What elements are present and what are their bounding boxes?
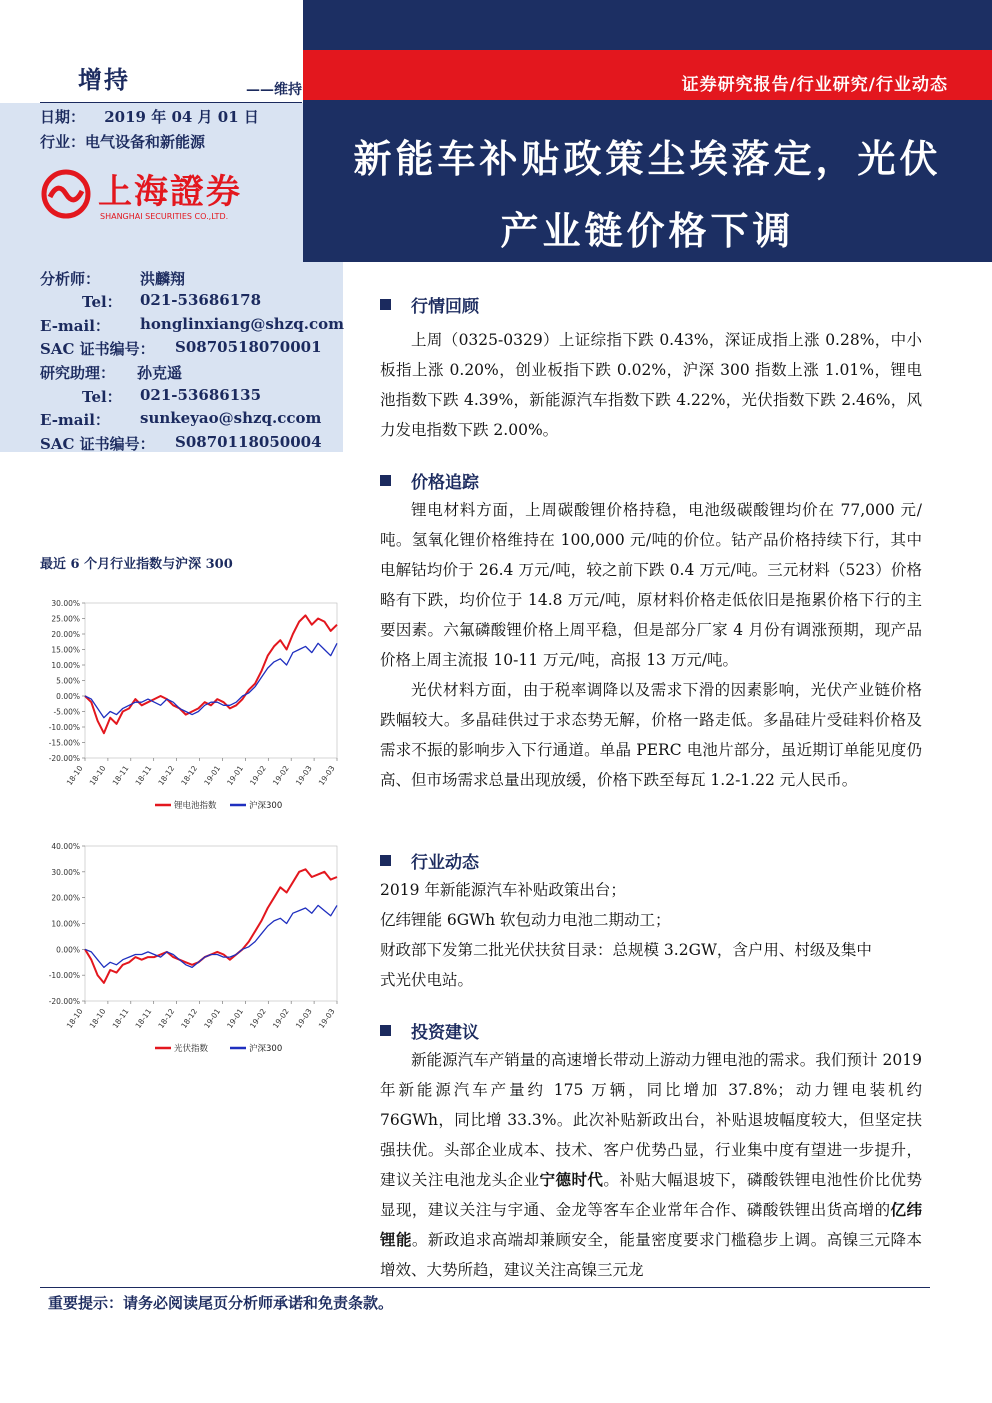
- news-item: 财政部下发第二批光伏扶贫目录：总规模 3.2GW，含户用、村级及集中: [380, 941, 872, 959]
- analyst-field-label: SAC 证书编号：: [40, 435, 155, 453]
- analyst-field-label: Tel：: [82, 388, 122, 406]
- analyst-field-label: 研究助理：: [40, 364, 116, 382]
- x-tick-label: 18-12: [156, 1006, 177, 1031]
- report-category: 证券研究报告/行业研究/行业动态: [681, 75, 948, 95]
- stock-highlight-eve: 亿纬锂能: [380, 1200, 922, 1249]
- plot-area: [85, 846, 337, 1001]
- analyst-field-label: Tel：: [82, 293, 122, 311]
- x-tick-label: 18-10: [64, 763, 85, 788]
- industry-value: 电气设备和新能源: [85, 133, 206, 151]
- x-tick-label: 19-02: [270, 763, 291, 788]
- y-tick-label: 20.00%: [51, 893, 80, 903]
- x-tick-label: 18-12: [156, 763, 177, 788]
- y-tick-label: -20.00%: [48, 754, 80, 763]
- x-tick-label: 19-01: [202, 763, 223, 788]
- y-tick-label: 30.00%: [51, 867, 80, 877]
- y-tick-label: 25.00%: [51, 614, 80, 624]
- section-bullet-icon: [380, 299, 391, 310]
- report-title-line1: 新能车补贴政策尘埃落定，光伏: [353, 136, 942, 181]
- analyst-field-label: E-mail：: [40, 411, 110, 429]
- plot-area: [85, 603, 337, 758]
- x-tick-label: 19-03: [293, 763, 314, 788]
- section-bullet-icon: [380, 475, 391, 486]
- news-item: 2019 年新能源汽车补贴政策出台；: [380, 881, 626, 899]
- series-line-1: [85, 643, 337, 717]
- industry-news-list: [380, 875, 922, 995]
- date-label: 日期：: [40, 108, 86, 126]
- legend-label: 锂电池指数: [174, 801, 217, 811]
- section-title: 行情回顾: [411, 297, 479, 317]
- analyst-field-value: 孙克遥: [137, 364, 183, 382]
- analyst-field-value: S0870118050004: [175, 433, 322, 451]
- analyst-field-value[interactable]: honglinxiang@shzq.com: [140, 315, 344, 333]
- stock-highlight-catl: 宁德时代: [539, 1170, 604, 1189]
- shanghai-securities-logo: [40, 167, 272, 229]
- chart-pv-vs-hs300: [30, 838, 345, 1063]
- analyst-field-label: E-mail：: [40, 317, 110, 335]
- logo-cn-text: 上海證券: [98, 172, 242, 212]
- chart-lithium-vs-hs300: [30, 595, 345, 820]
- x-tick-label: 18-10: [87, 1006, 108, 1031]
- section-price-tracking: [380, 468, 479, 493]
- x-tick-label: 18-11: [110, 1006, 131, 1031]
- series-line-1: [85, 905, 337, 967]
- x-tick-label: 18-10: [64, 1006, 85, 1031]
- x-tick-label: 19-02: [248, 1006, 268, 1031]
- y-tick-label: -10.00%: [48, 971, 80, 981]
- x-tick-label: 19-02: [270, 1006, 291, 1031]
- section-title: 行业动态: [411, 853, 479, 873]
- date-value: 2019 年 04 月 01 日: [104, 108, 259, 126]
- y-tick-label: 0.00%: [56, 945, 80, 955]
- section-market-review: [380, 292, 479, 317]
- y-tick-label: 30.00%: [51, 599, 80, 608]
- y-tick-label: 5.00%: [56, 676, 80, 686]
- y-tick-label: 40.00%: [51, 842, 80, 851]
- news-item: 亿纬锂能 6GWh 软包动力电池二期动工；: [380, 911, 671, 929]
- legend-label: 光伏指数: [174, 1044, 209, 1054]
- y-tick-label: 10.00%: [51, 661, 80, 670]
- analyst-field-value: S0870518070001: [175, 338, 322, 356]
- legend-label: 沪深300: [249, 1044, 283, 1054]
- market-review-text: 上周（0325-0329）上证综指下跌 0.43%，深证成指上涨 0.28%，中小板指上涨 0.20%，创业板指下跌 0.02%，沪深 300 指数上涨 1.01%，锂电池指数下跌 4.39%，新能源汽车指数下跌 4.22%，光伏指数下跌 2.46%，风力发电指数下跌 2.00%。: [380, 331, 922, 439]
- x-tick-label: 19-02: [248, 763, 268, 788]
- section-industry-news: [380, 848, 479, 873]
- advice-part: 。补贴大幅退坡下，磷酸铁锂电池性价比优势显现，建议关注与宇通、金龙等客车企业常年合作、磷酸铁锂出货高增的: [380, 1171, 922, 1219]
- series-line-0: [85, 615, 337, 733]
- x-tick-label: 19-01: [225, 763, 246, 788]
- x-tick-label: 18-10: [87, 763, 108, 788]
- report-date: [40, 106, 259, 127]
- analyst-field-label: 分析师：: [40, 270, 101, 288]
- x-tick-label: 18-12: [179, 763, 200, 788]
- price-pv-text: 光伏材料方面，由于税率调降以及需求下滑的因素影响，光伏产业链价格跌幅较大。多晶硅供过于求态势无解，价格一路走低。多晶硅片受硅料价格及需求不振的影响步入下行通道。单晶 PERC 电池片部分，虽近期订单能见度仍高、但市场需求总量出现放缓，价格下跌至每瓦 1.2-1.22 元人民币。: [380, 681, 922, 789]
- advice-part: 。新政追求高端却兼顾安全，能量密度要求门槛稳步上调。高镍三元降本增效、大势所趋，建议关注高镍三元龙: [380, 1231, 922, 1279]
- x-tick-label: 19-01: [202, 1006, 223, 1031]
- series-line-0: [85, 869, 337, 983]
- x-tick-label: 18-12: [179, 1006, 200, 1031]
- analyst-field-value: 021-53686135: [140, 386, 262, 404]
- report-title-line2: 产业链价格下调: [500, 208, 795, 253]
- logo-en-text: SHANGHAI SECURITIES CO.,LTD.: [100, 212, 229, 221]
- analyst-field-value[interactable]: sunkeyao@shzq.ccom: [140, 409, 322, 427]
- x-tick-label: 19-03: [316, 1006, 337, 1031]
- x-tick-label: 18-11: [133, 763, 154, 788]
- x-tick-label: 18-11: [133, 1006, 154, 1031]
- x-tick-label: 19-03: [316, 763, 337, 788]
- section-bullet-icon: [380, 1025, 391, 1036]
- investment-advice-text: [380, 1045, 922, 1285]
- x-tick-label: 19-03: [293, 1006, 314, 1031]
- rating: 增持: [78, 65, 130, 94]
- y-tick-label: -10.00%: [48, 723, 80, 732]
- y-tick-label: -5.00%: [53, 707, 80, 717]
- analyst-field-value: 洪麟翔: [140, 270, 186, 288]
- x-tick-label: 18-11: [110, 763, 131, 788]
- report-industry: [40, 131, 205, 152]
- section-title: 价格追踪: [411, 473, 479, 493]
- y-tick-label: 15.00%: [51, 645, 80, 655]
- advice-part: 新能源汽车产销量的高速增长带动上游动力锂电池的需求。我们预计 2019 年新能源汽车产量约 175 万辆，同比增加 37.8%；动力锂电装机约 76GWh，同比增 33.3%。此次补贴新政出台，补贴退坡幅度较大，但坚定扶强扶优。头部企业成本、技术、客户优势凸显，行业集中度有望进一步提升，建议关注电池龙头企业: [380, 1051, 922, 1189]
- footer-divider: [40, 1287, 930, 1288]
- y-tick-label: 20.00%: [51, 630, 80, 639]
- y-tick-label: 10.00%: [51, 919, 80, 929]
- footer-disclaimer: 重要提示：请务必阅读尾页分析师承诺和免责条款。: [48, 1294, 394, 1312]
- y-tick-label: -15.00%: [48, 738, 80, 748]
- section-investment-advice: [380, 1018, 479, 1043]
- rating-maintain: ——维持: [246, 82, 302, 98]
- y-tick-label: -20.00%: [48, 997, 80, 1006]
- industry-label: 行业：: [40, 133, 86, 151]
- chart-caption: 最近 6 个月行业指数与沪深 300: [40, 557, 233, 572]
- analyst-field-label: SAC 证书编号：: [40, 340, 155, 358]
- news-item: 式光伏电站。: [380, 971, 474, 989]
- section-bullet-icon: [380, 855, 391, 866]
- section-title: 投资建议: [411, 1023, 479, 1043]
- analyst-field-value: 021-53686178: [140, 291, 262, 309]
- price-lithium-text: 锂电材料方面，上周碳酸锂价格持稳，电池级碳酸锂均价在 77,000 元/吨。氢氧化锂价格维持在 100,000 元/吨的价位。钴产品价格持续下行，其中电解钴均价于 26.4 万元/吨，较之前下跌 0.4 万元/吨。三元材料（523）价格略有下跌，均价位于 14.8 万元/吨，原材料价格走低依旧是拖累价格下行的主要因素。六氟磷酸锂价格上周平稳，但是部分厂家 4 月份有调涨预期，现产品价格上周主流报 10-11 万元/吨，高报 13 万元/吨。: [380, 501, 922, 669]
- y-tick-label: 0.00%: [56, 692, 80, 701]
- x-tick-label: 19-01: [225, 1006, 246, 1031]
- header-navy-band: [303, 0, 992, 50]
- legend-label: 沪深300: [249, 801, 283, 811]
